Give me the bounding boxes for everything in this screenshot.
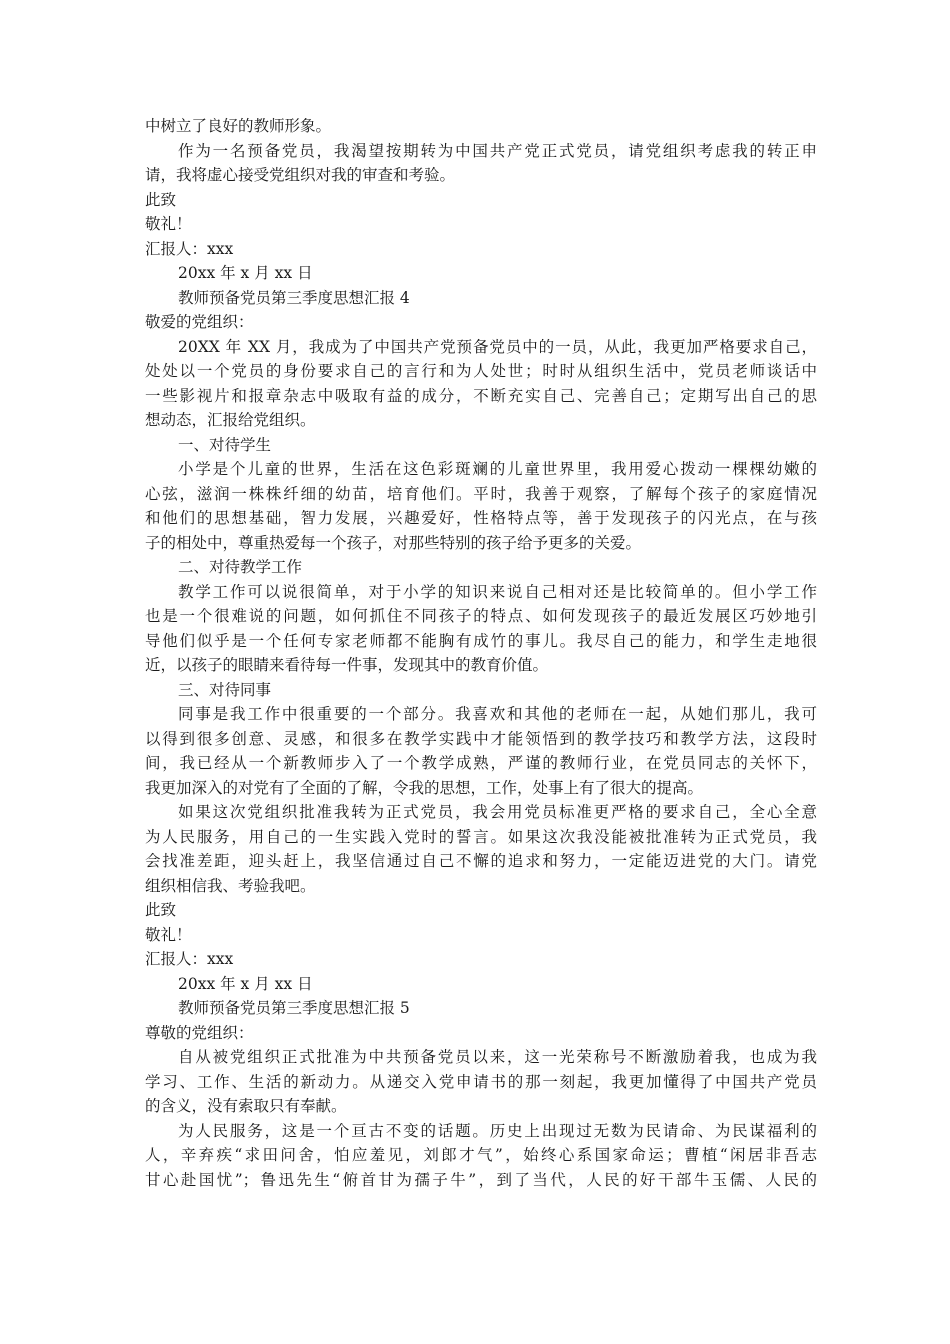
text-line: 汇报人：xxx: [145, 950, 234, 968]
text-line: 二、对待教学工作: [178, 558, 303, 576]
text-line: 汇报人：xxx: [145, 239, 234, 258]
text-line: 敬礼！: [145, 215, 192, 233]
text-line: 组织相信我、考验我吧。: [145, 876, 316, 895]
text-line: 小学是个儿童的世界，生活在这色彩斑斓的儿童世界里，我用爱心拨动一棵棵幼嫩的: [178, 460, 817, 478]
text-line: 同事是我工作中很重要的一个部分。我喜欢和其他的老师在一起，从她们那儿，我可: [178, 705, 817, 723]
text-line: 20XX 年 XX 月，我成为了中国共产党预备党员中的一员，从此，我更加严格要求自己，: [178, 337, 817, 356]
text-line: 和他们的思想基础，智力发展，兴趣爱好，性格特点等，善于发现孩子的闪光点，在与孩: [145, 509, 817, 527]
text-line: 学习、工作、生活的新动力。从递交入党申请书的那一刻起，我更加懂得了中国共产党员: [145, 1072, 817, 1091]
text-line: 也是一个很难说的问题，如何抓住不同孩子的特点、如何发现孩子的最近发展区巧妙地引: [145, 607, 817, 625]
text-line: 教师预备党员第三季度思想汇报 4: [178, 288, 410, 307]
text-line: 间，我已经从一个新教师步入了一个教学成熟，严谨的教师行业，在党员同志的关怀下，: [145, 754, 817, 772]
text-line: 20xx 年 x 月 xx 日: [178, 264, 313, 282]
text-line: 近，以孩子的眼睛来看待每一件事，发现其中的教育价值。: [145, 656, 549, 674]
text-line: 自从被党组织正式批准为中共预备党员以来，这一光荣称号不断激励着我，也成为我: [178, 1048, 817, 1066]
text-line: 人，辛弃疾“求田问舍，怕应羞见，刘郎才气”，始终心系国家命运；曹植“闲居非吾志: [145, 1146, 817, 1164]
text-line: 请，我将虚心接受党组织对我的审查和考验。: [145, 166, 456, 184]
text-line: 以得到很多创意、灵感，和很多在教学实践中才能领悟到的教学技巧和教学方法，这段时: [145, 729, 817, 748]
text-line: 的含义，没有索取只有奉献。: [145, 1097, 347, 1115]
text-line: 尊敬的党组织：: [145, 1023, 254, 1042]
text-line: 为人民服务，这是一个亘古不变的话题。历史上出现过无数为民请命、为民谋福利的: [178, 1121, 817, 1140]
text-line: 子的相处中，尊重热爱每一个孩子，对那些特别的孩子给予更多的关爱。: [145, 533, 642, 552]
text-line: 我更加深入的对党有了全面的了解，令我的思想，工作，处事上有了很大的提高。: [145, 778, 704, 797]
text-line: 三、对待同事: [178, 680, 272, 699]
text-line: 甘心赴国忧”；鲁迅先生“俯首甘为孺子牛”，到了当代，人民的好干部牛玉儒、人民的: [145, 1170, 817, 1189]
text-line: 此致: [145, 901, 177, 919]
text-line: 一、对待学生: [178, 435, 272, 454]
text-line: 教师预备党员第三季度思想汇报 5: [178, 999, 410, 1017]
text-line: 中树立了良好的教师形象。: [145, 117, 332, 135]
text-line: 导他们似乎是一个任何专家老师都不能胸有成竹的事儿。我尽自己的能力，和学生走地很: [145, 631, 817, 650]
text-line: 敬礼！: [145, 925, 192, 944]
text-line: 处处以一个党员的身份要求自己的言行和为人处世；时时从组织生活中，党员老师谈话中: [145, 362, 817, 380]
text-line: 会找准差距，迎头赶上，我坚信通过自己不懈的追求和努力，一定能迈进党的大门。请党: [145, 852, 817, 870]
text-line: 教学工作可以说很简单，对于小学的知识来说自己相对还是比较简单的。但小学工作: [178, 582, 817, 601]
text-line: 一些影视片和报章杂志中吸取有益的成分，不断充实自己、完善自己；定期写出自己的思: [145, 386, 817, 405]
document-page: [145, 114, 817, 1192]
text-line: 此致: [145, 190, 177, 209]
text-line: 如果这次党组织批准我转为正式党员，我会用党员标准更严格的要求自己，全心全意: [178, 803, 817, 821]
text-line: 心弦，滋润一株株纤细的幼苗，培育他们。平时，我善于观察，了解每个孩子的家庭情况: [145, 484, 817, 503]
text-line: 作为一名预备党员，我渴望按期转为中国共产党正式党员，请党组织考虑我的转正申: [178, 141, 817, 160]
text-line: 想动态，汇报给党组织。: [145, 411, 316, 429]
text-line: 20xx 年 x 月 xx 日: [178, 974, 313, 993]
text-line: 敬爱的党组织：: [145, 313, 254, 331]
text-line: 为人民服务，用自己的一生实践入党时的誓言。如果这次我没能被批准转为正式党员，我: [145, 827, 817, 846]
